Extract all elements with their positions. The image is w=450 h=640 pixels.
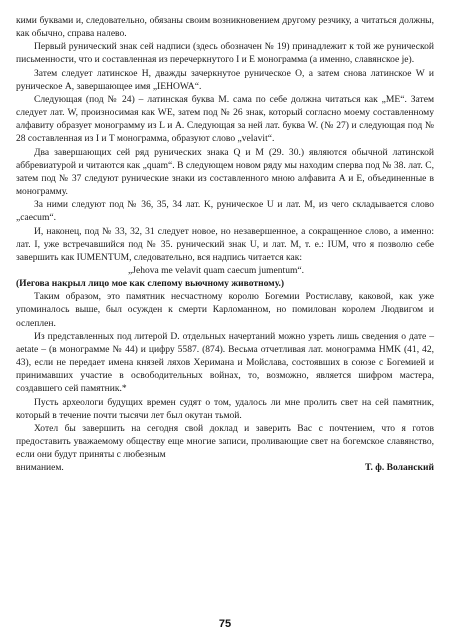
paragraph-1: кими буквами и, следовательно, обязаны своим возникновением другому резчику, а читаться должны, как обычно, справа налево. [16, 15, 434, 40]
paragraph-6: За ними следуют под № 36, 35, 34 лат. K, руническое U и лат. M, из чего складывается слово „caecum“. [16, 199, 434, 224]
closing-paragraph [16, 422, 434, 461]
closing-text: Хотел бы завершить на сегодня свой доклад и заверить Вас с почтением, что я готов предоставить уважаемому обществу еще многие записи, проливающие свет на богемское славянство, если они будут приняты с любезным [16, 422, 434, 461]
closing-last-line: вниманием. [16, 462, 64, 474]
paragraph-7: И, наконец, под № 33, 32, 31 следует новое, но незавершенное, а сокращенное слово, а именно: лат. I, уже встречавшийся под № 35. рунический знак U, и лат. M, т. е.: IUM, что я позволю себе завершить как IUMENTUM, следовательно, вся надпись читается как: [16, 225, 434, 263]
page-number: 75 [218, 618, 232, 630]
paragraph-2: Первый рунический знак сей надписи (здесь обозначен № 19) принадлежит к той же рунической письменности, что и составленная из перечеркнутого I и Е монограмма (а именно, славянское je). [16, 41, 434, 66]
paragraph-9: Из представленных под литерой D. отдельных начертаний можно узреть лишь сведения о дате – aetate – (в монограмме № 44) и цифру 5587. (874). Весьма отчетливая лат. монограмма HMK (41, 42, 43), если не передает имена князей ляхов Херимана и Мойслава, состоявших в союзе с Богемией и принимавших участие в освободительных войнах, то, возможно, является шифром мастера, создавшего сей памятник.* [16, 330, 434, 395]
author-signature: Т. ф. Воланский [365, 462, 434, 474]
inscription-quote: „Jehova me velavit quam caecum jumentum“. [128, 264, 305, 276]
paragraph-3: Затем следует латинское Н, дважды зачеркнутое руническое O, а затем снова латинское W и руническое A, завершающее имя „IEHOWA“. [16, 67, 434, 92]
paragraph-4: Следующая (под № 24) – латинская буква М. сама по себе должна читаться как „ME“. Затем следует лат. W, произносимая как WE, затем под № 26 знак, который согласно моему составленному алфавиту образует монограмму из L и A. Следующая за ней лат. буква W. (№ 27) и следующая под № 28 составленная из I и T монограмма, образуют слово „velavit“. [16, 93, 434, 145]
document-page [16, 14, 434, 626]
paragraph-5: Два завершающих сей ряд рунических знака Q и M (29. 30.) являются обычной латинской аббревиатурой и читаются как „quam“. В следующем новом ряду мы находим сперва под № 38. лат. C, затем под № 37 следуют рунические знаки из составленного мною алфавита A и E, объединенные в монограмму. [16, 146, 434, 198]
inscription-translation: (Иегова накрыл лицо мое как слепому вьючному животному.) [16, 278, 285, 290]
paragraph-8: Таким образом, это памятник несчастному королю Богемии Ростиславу, каковой, как уже упоминалось выше, был осужден к смерти Карломанном, но помилован королем Людвигом и ослеплен. [16, 291, 434, 329]
document-body [16, 14, 434, 474]
signoff-row [16, 461, 434, 474]
paragraph-10: Пусть археологи будущих времен судят о том, удалось ли мне пролить свет на сей памятник, который в течение почти тысячи лет был окутан тьмой. [16, 396, 434, 421]
